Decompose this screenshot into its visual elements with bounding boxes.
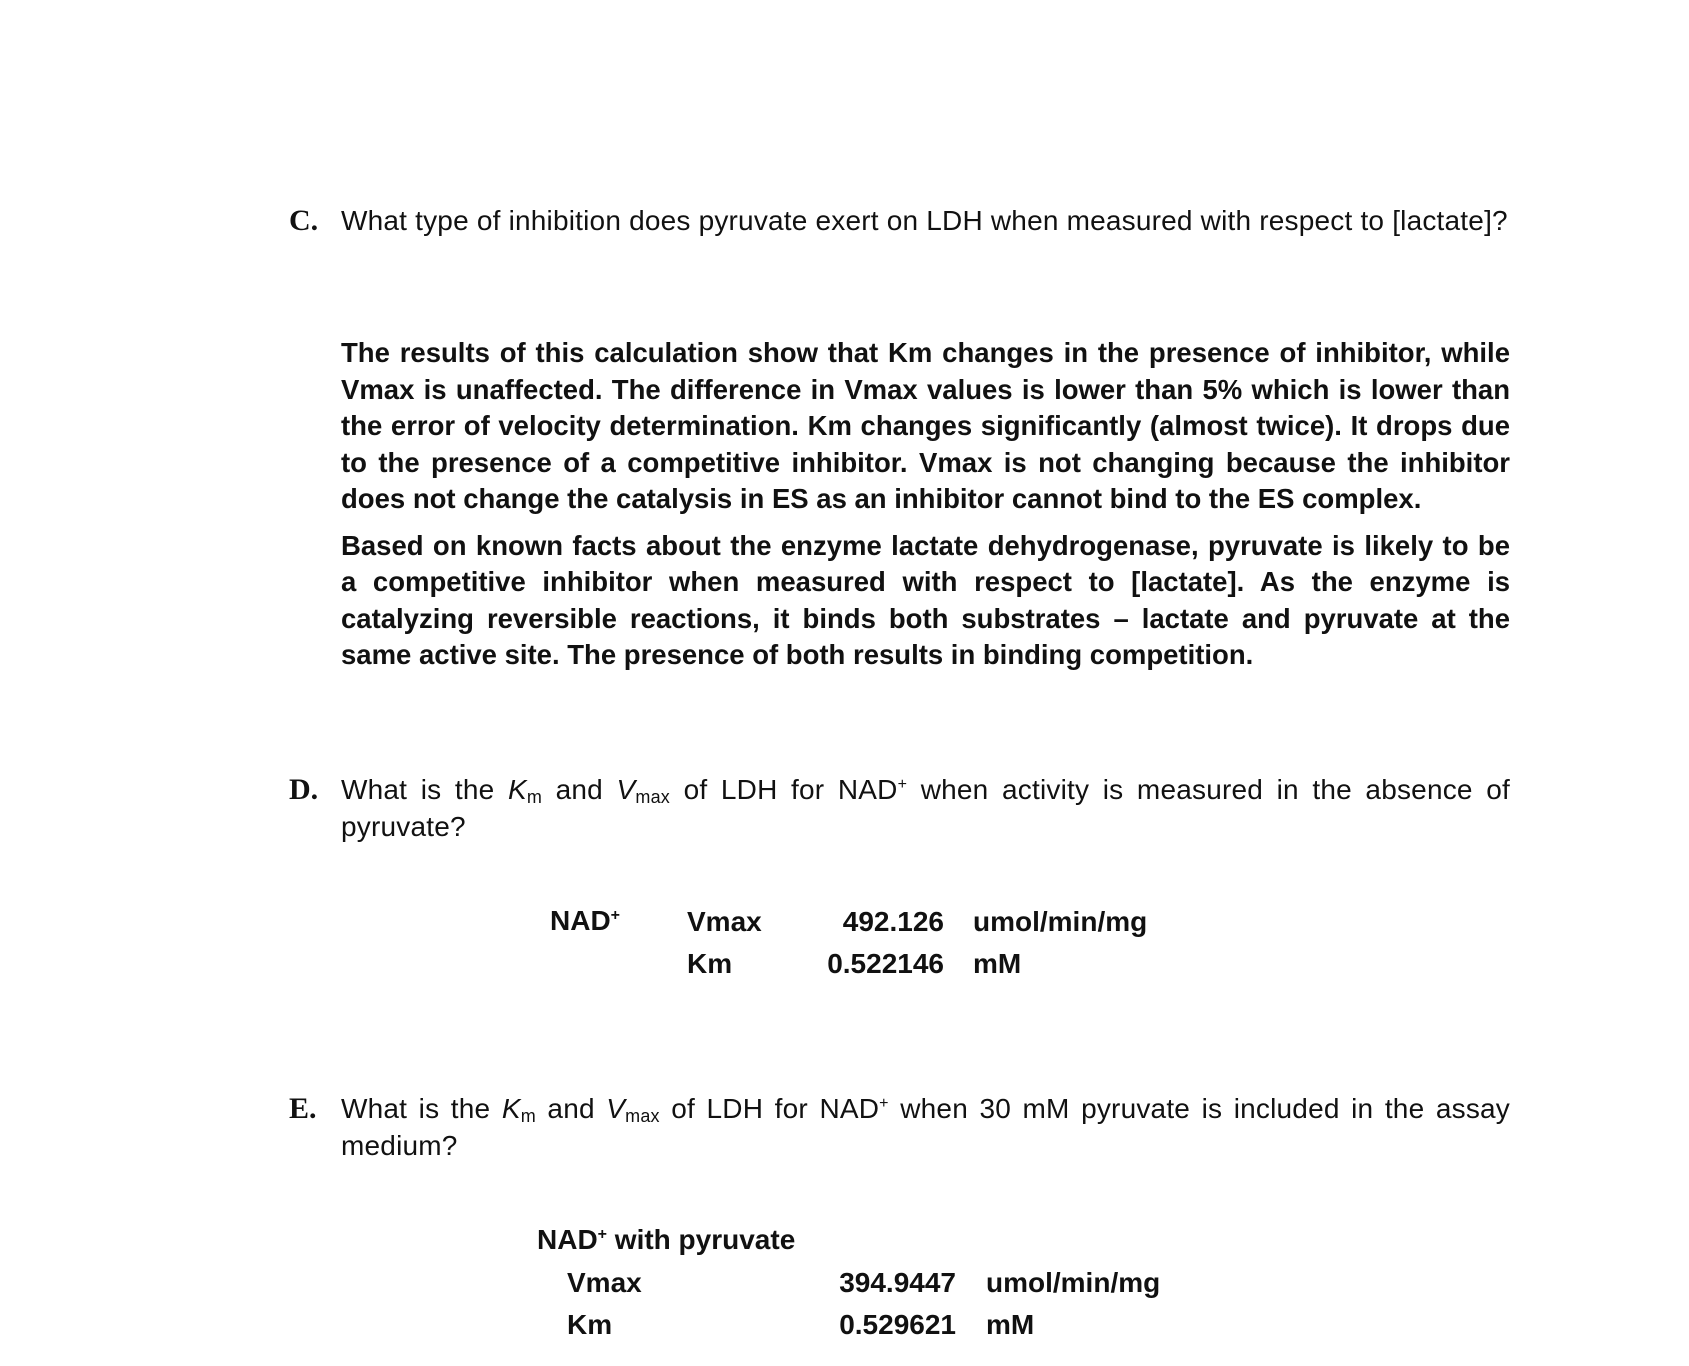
table-row-km-param: Km bbox=[567, 1309, 613, 1340]
table-row-km-value: 0.522146 bbox=[827, 948, 944, 979]
table-row-vmax-param: Vmax bbox=[567, 1267, 642, 1298]
table-row-vmax-param: Vmax bbox=[687, 906, 762, 937]
question-c-answer bbox=[341, 335, 1510, 674]
question-d-letter: D. bbox=[289, 773, 319, 806]
table-label-nad: NAD+ bbox=[550, 905, 621, 936]
table-row-vmax-value: 394.9447 bbox=[839, 1267, 956, 1298]
table-row-km-unit: mM bbox=[986, 1309, 1035, 1340]
answer-paragraph-1: The results of this calculation show that Km changes in the presence of inhibitor, while Vmax is unaffected. The difference in Vmax values is lower than 5% which is lower than the error of velocity determination. Km changes significantly (almost twice). It drops due to the presence of a competitive inhibitor. Vmax is not changing because the inhibitor does not change the catalysis in ES as an inhibitor cannot bind to the ES complex. bbox=[341, 337, 1510, 514]
table-row-km-value: 0.529621 bbox=[839, 1309, 956, 1340]
table-row-vmax-value: 492.126 bbox=[842, 906, 944, 937]
table-row-km-param: Km bbox=[687, 948, 733, 979]
question-d-text: What is the $K_m$ and $V_{max}$ of LDH for NAD+ when activity is measured in the absence of pyruvate? bbox=[341, 774, 1510, 842]
question-e-text: What is the $K_m$ and $V_{max}$ of LDH for NAD+ when 30 mM pyruvate is included in the assay medium? bbox=[341, 1093, 1511, 1161]
table-row-vmax-unit: umol/min/mg bbox=[986, 1267, 1161, 1298]
table-row-km-unit: mM bbox=[973, 948, 1022, 979]
answer-paragraph-2: Based on known facts about the enzyme lactate dehydrogenase, pyruvate is likely to be a competitive inhibitor when measured with respect to [lactate]. As the enzyme is catalyzing reversible reactions, it binds both substrates – lactate and pyruvate at the same active site. The presence of both results in binding competition. bbox=[341, 529, 1510, 670]
table-row-vmax-unit: umol/min/mg bbox=[973, 906, 1148, 937]
table-label-nad-with-pyruvate: NAD+ with pyruvate bbox=[537, 1224, 796, 1255]
question-e-letter: E. bbox=[289, 1092, 317, 1125]
question-c-text: What type of inhibition does pyruvate exert on LDH when measured with respect to [lactate]? bbox=[341, 205, 1508, 236]
question-c-letter: C. bbox=[289, 204, 319, 237]
